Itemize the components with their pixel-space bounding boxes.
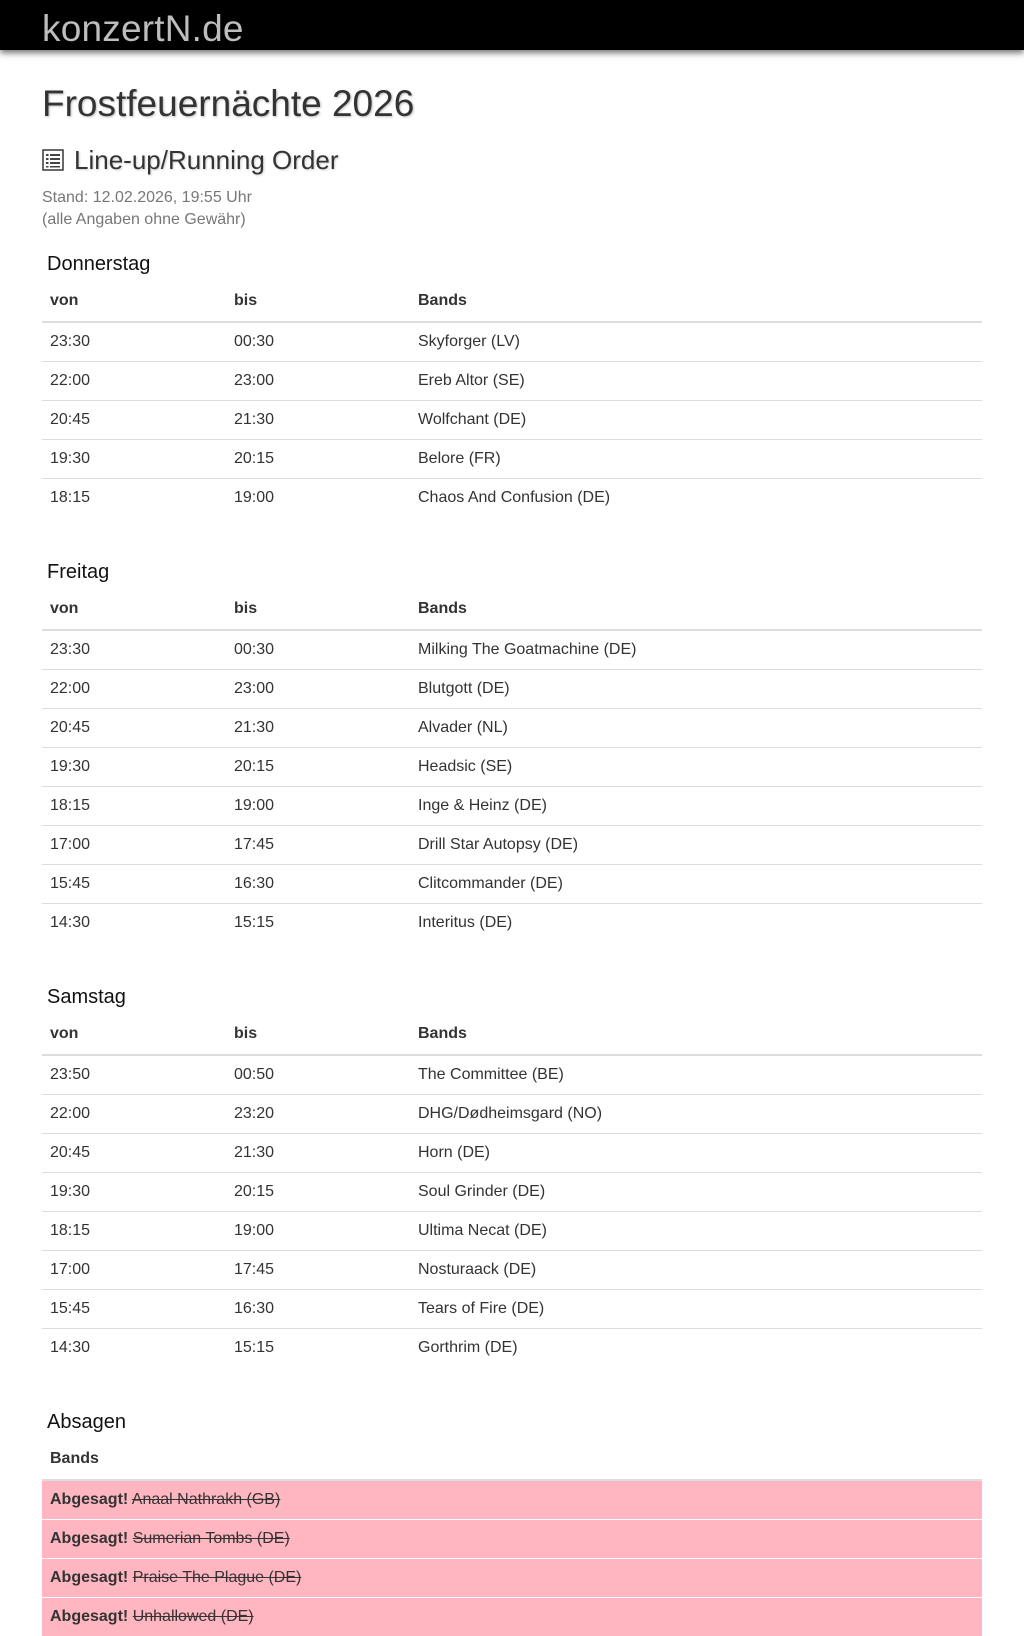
start-time: 22:00 — [42, 670, 226, 709]
column-header-von: von — [42, 283, 226, 322]
table-row — [42, 1520, 982, 1559]
table-row — [42, 1134, 982, 1173]
band-name: Chaos And Confusion (DE) — [410, 479, 982, 518]
day-spacer — [42, 1367, 982, 1389]
band-name: Ereb Altor (SE) — [410, 362, 982, 401]
start-time: 18:15 — [42, 479, 226, 518]
stand-info — [42, 187, 982, 231]
table-row — [42, 630, 982, 670]
end-time: 00:50 — [226, 1055, 410, 1095]
end-time: 21:30 — [226, 1134, 410, 1173]
table-row — [42, 1055, 982, 1095]
band-name: Inge & Heinz (DE) — [410, 787, 982, 826]
end-time: 00:30 — [226, 322, 410, 362]
table-header-row — [42, 1441, 982, 1480]
day-spacer — [42, 517, 982, 539]
table-head — [42, 1016, 982, 1055]
table-row — [42, 322, 982, 362]
start-time: 22:00 — [42, 1095, 226, 1134]
table-row — [42, 440, 982, 479]
band-name: Skyforger (LV) — [410, 322, 982, 362]
cancelled-band-name: Unhallowed (DE) — [133, 1608, 254, 1625]
cancelled-band-cell — [42, 1480, 982, 1520]
band-name: Belore (FR) — [410, 440, 982, 479]
start-time: 23:30 — [42, 322, 226, 362]
end-time: 17:45 — [226, 826, 410, 865]
table-row — [42, 1251, 982, 1290]
cancellations-title: Absagen — [47, 1407, 982, 1437]
cancelled-band-name: Anaal Nathrakh (GB) — [132, 1491, 281, 1508]
band-name: The Committee (BE) — [410, 1055, 982, 1095]
band-name: DHG/Dødheimsgard (NO) — [410, 1095, 982, 1134]
start-time: 23:50 — [42, 1055, 226, 1095]
brand-link[interactable]: konzertN.de — [42, 8, 244, 50]
start-time: 15:45 — [42, 1290, 226, 1329]
column-header-bis: bis — [226, 591, 410, 630]
table-row — [42, 1212, 982, 1251]
cancellations-body — [42, 1480, 982, 1636]
start-time: 19:30 — [42, 748, 226, 787]
column-header-von: von — [42, 591, 226, 630]
table-row — [42, 787, 982, 826]
cancelled-band-name: Sumerian Tombs (DE) — [133, 1530, 290, 1547]
table-row — [42, 362, 982, 401]
table-header-row — [42, 1016, 982, 1055]
end-time: 19:00 — [226, 479, 410, 518]
band-name: Tears of Fire (DE) — [410, 1290, 982, 1329]
band-name: Drill Star Autopsy (DE) — [410, 826, 982, 865]
band-name: Clitcommander (DE) — [410, 865, 982, 904]
section-title-text: Line-up/Running Order — [74, 143, 339, 177]
day-title: Freitag — [47, 557, 982, 587]
day-spacer — [42, 942, 982, 964]
start-time: 17:00 — [42, 1251, 226, 1290]
column-header-bis: bis — [226, 1016, 410, 1055]
day-table — [42, 1016, 982, 1367]
start-time: 18:15 — [42, 1212, 226, 1251]
cancelled-label: Abgesagt! — [50, 1569, 128, 1586]
table-row — [42, 1329, 982, 1368]
start-time: 14:30 — [42, 1329, 226, 1368]
table-row — [42, 1480, 982, 1520]
end-time: 19:00 — [226, 1212, 410, 1251]
column-header-bands: Bands — [410, 1016, 982, 1055]
end-time: 15:15 — [226, 1329, 410, 1368]
start-time: 15:45 — [42, 865, 226, 904]
page-title: Frostfeuernächte 2026 — [42, 83, 982, 125]
start-time: 20:45 — [42, 709, 226, 748]
table-row — [42, 748, 982, 787]
start-time: 22:00 — [42, 362, 226, 401]
cancelled-label: Abgesagt! — [50, 1608, 128, 1625]
end-time: 21:30 — [226, 709, 410, 748]
end-time: 20:15 — [226, 748, 410, 787]
table-row — [42, 1559, 982, 1598]
cancelled-band-cell — [42, 1598, 982, 1636]
top-navbar — [0, 0, 1024, 50]
table-header-row — [42, 591, 982, 630]
cancelled-band-name: Praise The Plague (DE) — [133, 1569, 302, 1586]
table-row — [42, 826, 982, 865]
table-row — [42, 670, 982, 709]
column-header-bands: Bands — [42, 1441, 982, 1480]
band-name: Wolfchant (DE) — [410, 401, 982, 440]
section-title — [42, 143, 982, 177]
end-time: 23:00 — [226, 670, 410, 709]
end-time: 20:15 — [226, 1173, 410, 1212]
main-content — [42, 50, 982, 1636]
cancelled-label: Abgesagt! — [50, 1530, 128, 1547]
stand-timestamp: Stand: 12.02.2026, 19:55 Uhr — [42, 187, 982, 209]
start-time: 20:45 — [42, 1134, 226, 1173]
table-head — [42, 591, 982, 630]
band-name: Soul Grinder (DE) — [410, 1173, 982, 1212]
table-row — [42, 1173, 982, 1212]
end-time: 17:45 — [226, 1251, 410, 1290]
cancelled-label: Abgesagt! — [50, 1491, 128, 1508]
start-time: 19:30 — [42, 440, 226, 479]
start-time: 17:00 — [42, 826, 226, 865]
table-body — [42, 322, 982, 517]
band-name: Milking The Goatmachine (DE) — [410, 630, 982, 670]
table-header-row — [42, 283, 982, 322]
day-table — [42, 283, 982, 517]
end-time: 00:30 — [226, 630, 410, 670]
end-time: 15:15 — [226, 904, 410, 943]
end-time: 21:30 — [226, 401, 410, 440]
band-name: Headsic (SE) — [410, 748, 982, 787]
column-header-bands: Bands — [410, 591, 982, 630]
end-time: 23:00 — [226, 362, 410, 401]
table-head — [42, 283, 982, 322]
band-name: Gorthrim (DE) — [410, 1329, 982, 1368]
cancellations-table — [42, 1441, 982, 1636]
table-row — [42, 904, 982, 943]
band-name: Interitus (DE) — [410, 904, 982, 943]
column-header-von: von — [42, 1016, 226, 1055]
band-name: Ultima Necat (DE) — [410, 1212, 982, 1251]
start-time: 18:15 — [42, 787, 226, 826]
column-header-bis: bis — [226, 283, 410, 322]
band-name: Alvader (NL) — [410, 709, 982, 748]
table-row — [42, 1095, 982, 1134]
band-name: Nosturaack (DE) — [410, 1251, 982, 1290]
table-row — [42, 401, 982, 440]
table-row — [42, 1598, 982, 1636]
table-row — [42, 479, 982, 518]
end-time: 23:20 — [226, 1095, 410, 1134]
schedule — [42, 249, 982, 1389]
end-time: 16:30 — [226, 865, 410, 904]
band-name: Blutgott (DE) — [410, 670, 982, 709]
day-title: Samstag — [47, 982, 982, 1012]
band-name: Horn (DE) — [410, 1134, 982, 1173]
table-row — [42, 1290, 982, 1329]
end-time: 20:15 — [226, 440, 410, 479]
column-header-bands: Bands — [410, 283, 982, 322]
day-table — [42, 591, 982, 942]
table-row — [42, 865, 982, 904]
table-row — [42, 709, 982, 748]
list-icon — [42, 149, 64, 171]
table-body — [42, 1055, 982, 1367]
cancelled-band-cell — [42, 1520, 982, 1559]
end-time: 16:30 — [226, 1290, 410, 1329]
start-time: 23:30 — [42, 630, 226, 670]
day-title: Donnerstag — [47, 249, 982, 279]
cancelled-band-cell — [42, 1559, 982, 1598]
end-time: 19:00 — [226, 787, 410, 826]
start-time: 19:30 — [42, 1173, 226, 1212]
table-body — [42, 630, 982, 942]
start-time: 14:30 — [42, 904, 226, 943]
start-time: 20:45 — [42, 401, 226, 440]
disclaimer: (alle Angaben ohne Gewähr) — [42, 209, 982, 231]
